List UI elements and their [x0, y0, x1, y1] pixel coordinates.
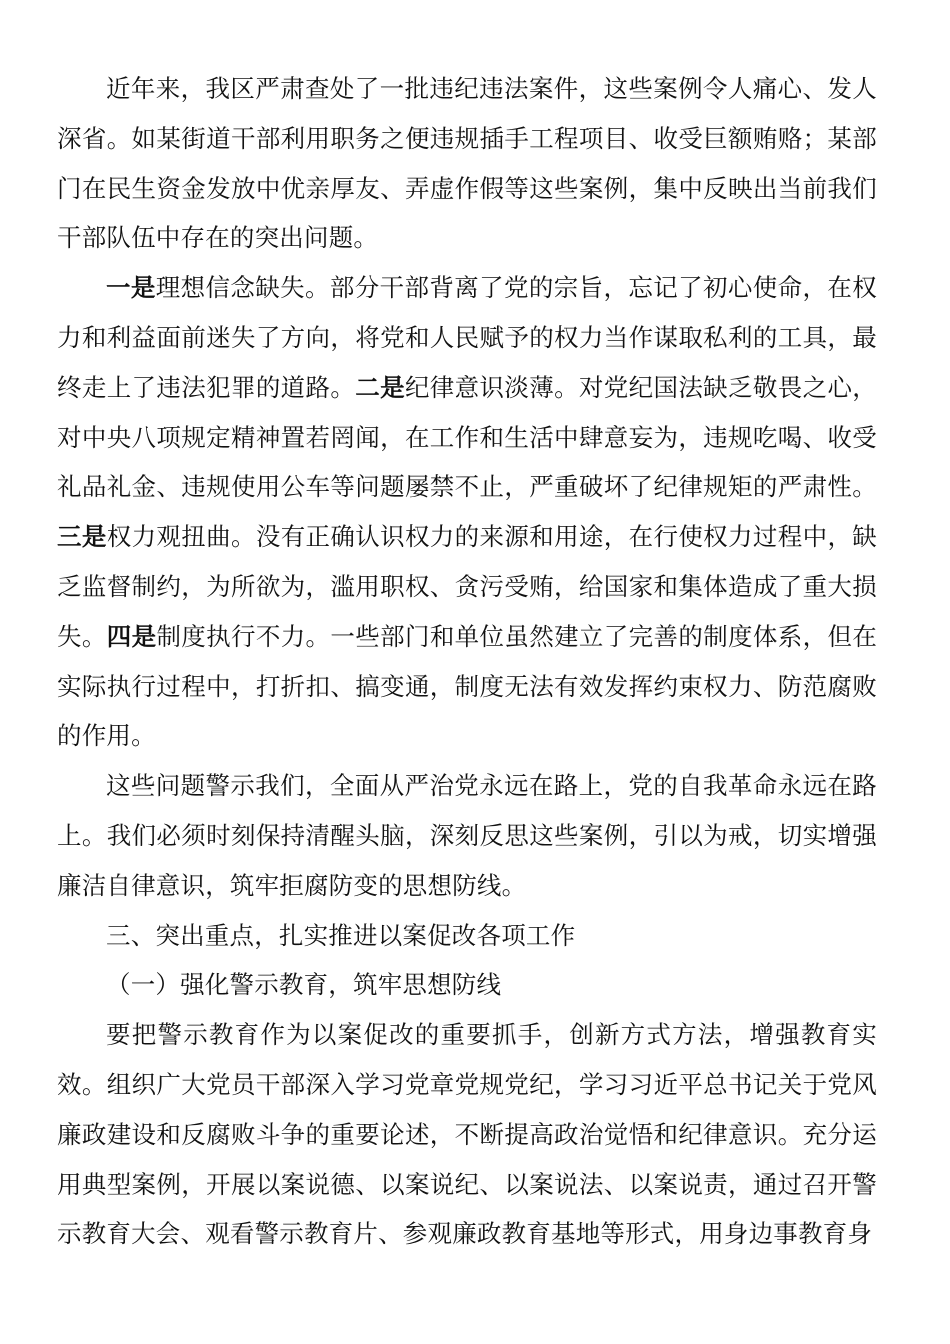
document-body — [57, 64, 877, 1259]
paragraph-problems — [57, 263, 877, 761]
lead-two: 二是 — [355, 372, 405, 402]
section-heading-three-text: 三、突出重点，扎实推进以案促改各项工作 — [106, 920, 576, 950]
lead-three: 三是 — [57, 522, 107, 552]
subsection-heading-one-text: （一）强化警示教育，筑牢思想防线 — [106, 970, 502, 1000]
problem-four-text: 制度执行不力。一些部门和单位虽然建立了完善的制度体系，但在实际执行过程中，打折扣、搞变通，制度无法有效发挥约束权力、防范腐败的作用。 — [57, 621, 878, 751]
paragraph-intro — [57, 64, 877, 263]
paragraph-warning-text: 这些问题警示我们，全面从严治党永远在路上，党的自我革命永远在路上。我们必须时刻保持清醒头脑，深刻反思这些案例，引以为戒，切实增强廉洁自律意识，筑牢拒腐防变的思想防线。 — [57, 771, 877, 900]
lead-four: 四是 — [106, 621, 157, 651]
subsection-heading-one — [57, 960, 877, 1010]
paragraph-education-text: 要把警示教育作为以案促改的重要抓手，创新方式方法，增强教育实效。组织广大党员干部深入学习党章党规党纪，学习习近平总书记关于党风廉政建设和反腐败斗争的重要论述，不断提高政治觉悟和纪律意识。充分运用典型案例，开展以案说德、以案说纪、以案说法、以案说责，通过召开警示教育大会、观看警示教育片、参观廉政教育基地等形式，用身边事教育身 — [57, 1020, 877, 1249]
section-heading-three — [57, 911, 877, 961]
problem-one-text: 理想信念缺失。部分干部背离了党的宗旨，忘记了初心使命，在权力和利益面前迷失了方向，将党和人民赋予的权力当作谋取私利的工具，最终走上了违法犯罪的道路。 — [57, 273, 878, 402]
paragraph-intro-text: 近年来，我区严肃查处了一批违纪违法案件，这些案例令人痛心、发人深省。如某街道干部利用职务之便违规插手工程项目、收受巨额贿赂；某部门在民生资金发放中优亲厚友、弄虚作假等这些案例，集中反映出当前我们干部队伍中存在的突出问题。 — [57, 74, 877, 253]
lead-one: 一是 — [106, 273, 156, 303]
problem-two-text: 纪律意识淡薄。对党纪国法缺乏敬畏之心，对中央八项规定精神置若罔闻，在工作和生活中肆意妄为，违规吃喝、收受礼品礼金、违规使用公车等问题屡禁不止，严重破坏了纪律规矩的严肃性。 — [57, 372, 877, 502]
paragraph-education — [57, 1010, 877, 1259]
paragraph-warning — [57, 761, 877, 910]
problem-three-text: 权力观扭曲。没有正确认识权力的来源和用途，在行使权力过程中，缺乏监督制约，为所欲为，滥用职权、贪污受贿，给国家和集体造成了重大损失。 — [57, 522, 878, 651]
